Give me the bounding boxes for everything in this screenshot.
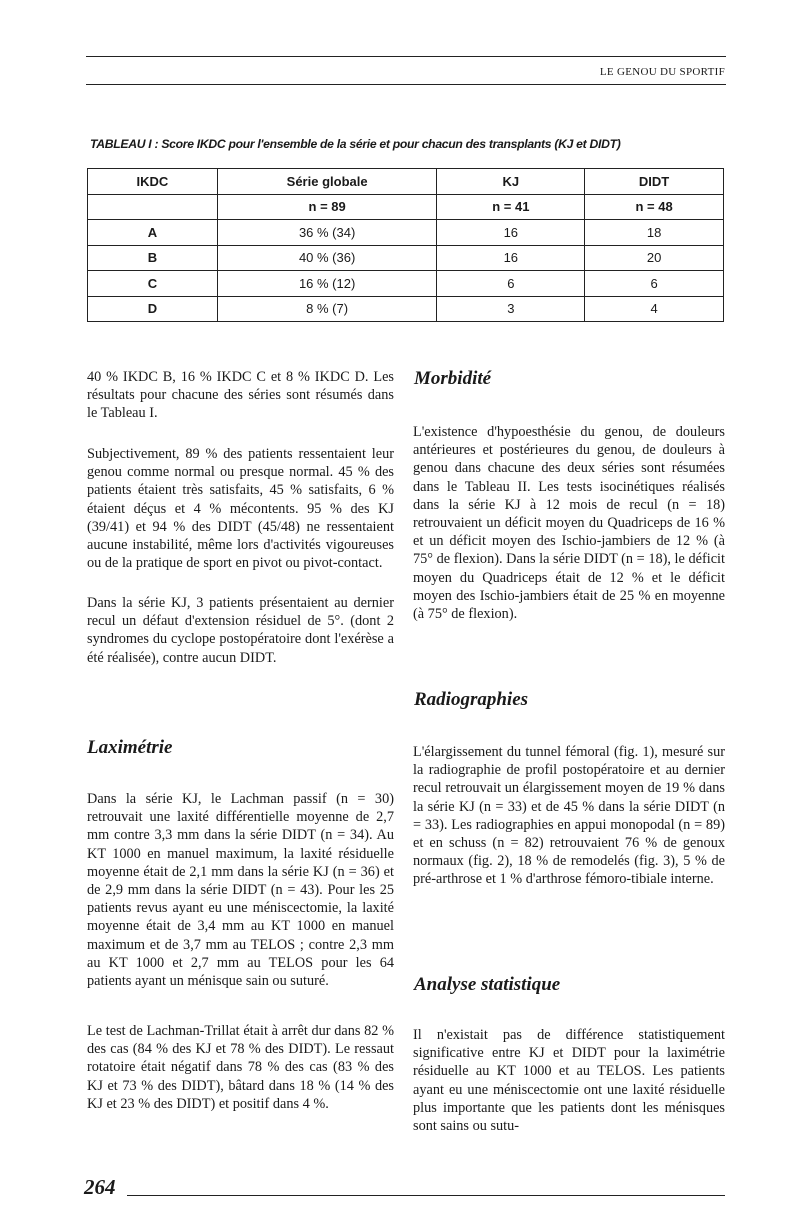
table-cell: C bbox=[88, 271, 218, 297]
table-cell: 4 bbox=[585, 296, 724, 322]
header-rule bbox=[86, 84, 726, 85]
table-cell bbox=[88, 194, 218, 220]
left-paragraph-5: Le test de Lachman-Trillat était à arrêt dur dans 82 % des cas (84 % des KJ et 78 % des DIDT). Le ressaut rotatoire était négatif dans 78 % des cas (83 % des KJ et 73 % des DIDT), bâtard dans 18 % (14 % des KJ et 23 % des DIDT) et positif dans 4 %. bbox=[87, 1023, 394, 1112]
left-paragraph-4: Dans la série KJ, le Lachman passif (n = 30) retrouvait une laxité différentielle moyenne de 2,7 mm contre 3,3 mm dans la série DIDT (n = 34). Au KT 1000 en manuel maximum, la laxité résiduelle moyenne était de 2,1 mm dans la série KJ (n = 36) et de 2,9 mm dans la série DIDT (n = 43). Pour les 25 patients revus ayant eu une méniscectomie, la laxité moyenne était de 3,4 mm au KT 1000 en manuel maximum et de 3,7 mm au TELOS ; contre 2,3 mm au KT 1000 et 2,7 mm au TELOS pour les 64 patients ayant un ménisque sain ou suturé. bbox=[87, 791, 394, 990]
table-cell: B bbox=[88, 245, 218, 271]
table-header-cell: KJ bbox=[437, 169, 585, 195]
right-paragraph-3: Il n'existait pas de différence statistiquement significative entre KJ et DIDT pour la laximétrie résiduelle au KT 1000 et au TELOS. Les patients ayant eu une méniscectomie ont une laxité résiduelle plus importante que les patients dont les ménisques sont sains ou sutu- bbox=[413, 1027, 725, 1135]
table-cell: 6 bbox=[437, 271, 585, 297]
table-row bbox=[88, 245, 724, 271]
table-row bbox=[88, 296, 724, 322]
table-cell: n = 41 bbox=[437, 194, 585, 220]
section-heading-morbidite: Morbidité bbox=[414, 368, 492, 389]
table-subheader-row bbox=[88, 194, 724, 220]
table-cell: D bbox=[88, 296, 218, 322]
table-cell: 20 bbox=[585, 245, 724, 271]
table-caption: TABLEAU I : Score IKDC pour l'ensemble de la série et pour chacun des transplants (KJ et DIDT) bbox=[90, 137, 621, 151]
section-heading-analyse-statistique: Analyse statistique bbox=[414, 974, 561, 995]
table-row bbox=[88, 220, 724, 246]
table-header-cell: IKDC bbox=[88, 169, 218, 195]
top-rule bbox=[86, 56, 726, 57]
table-cell: n = 89 bbox=[217, 194, 437, 220]
left-paragraph-2: Subjectivement, 89 % des patients ressentaient leur genou comme normal ou presque normal. 45 % des patients étaient très satisfaits, 45 % satisfaits, 6 % étaient déçus et 4 % mécontents. 95 % des KJ (39/41) et 94 % des DIDT (45/48) ne ressentaient aucune instabilité, même lors d'activités vigoureuses ou de la pratique de sport en pivot ou pivot-contact. bbox=[87, 446, 394, 572]
table-cell: 3 bbox=[437, 296, 585, 322]
table-header-row bbox=[88, 169, 724, 195]
table-header-cell: DIDT bbox=[585, 169, 724, 195]
section-heading-laximetrie: Laximétrie bbox=[87, 737, 173, 758]
left-paragraph-1: 40 % IKDC B, 16 % IKDC C et 8 % IKDC D. Les résultats pour chacune des séries sont résumés dans le Tableau I. bbox=[87, 369, 394, 422]
right-paragraph-2: L'élargissement du tunnel fémoral (fig. 1), mesuré sur la radiographie de profil postopératoire et au dernier recul retrouvait un élargissement moyen de 19 % dans la série KJ (n = 33) et de 45 % dans la série DIDT (n = 33). Les radiographies en appui monopodal (n = 89) et en schuss (n = 82) retrouvaient 76 % de genoux normaux (fig. 2), 18 % de remodelés (fig. 3), 5 % de pré-arthrose et 1 % d'arthrose fémoro-tibiale interne. bbox=[413, 744, 725, 888]
page-number: 264 bbox=[84, 1175, 116, 1199]
running-head: LE GENOU DU SPORTIF bbox=[599, 66, 725, 78]
table-header-cell: Série globale bbox=[217, 169, 437, 195]
table-cell: 40 % (36) bbox=[217, 245, 437, 271]
ikdc-table bbox=[87, 168, 724, 322]
table-cell: 6 bbox=[585, 271, 724, 297]
left-paragraph-3: Dans la série KJ, 3 patients présentaient au dernier recul un défaut d'extension résiduel de 5°. (dont 2 syndromes du cyclope postopératoire dont l'exérèse a été réalisée), contre aucun DIDT. bbox=[87, 595, 394, 666]
table-cell: 8 % (7) bbox=[217, 296, 437, 322]
table-cell: n = 48 bbox=[585, 194, 724, 220]
table-cell: 36 % (34) bbox=[217, 220, 437, 246]
table-cell: A bbox=[88, 220, 218, 246]
right-paragraph-1: L'existence d'hypoesthésie du genou, de douleurs antérieures et postérieures du genou, de douleurs à genou dans chacune des deux séries sont résumées dans le Tableau II. Les tests isocinétiques réalisés dans la série KJ à 12 mois de recul (n = 18) retrouvaient un déficit moyen du Quadriceps de 16 % et un déficit moyen des Ischio-jambiers de 12 % (à 75° de flexion). Dans la série DIDT (n = 18), le déficit moyen du Quadriceps était de 12 % et le déficit moyen des Ischio-jambiers était de 25 % en moyenne (à 75° de flexion). bbox=[413, 424, 725, 623]
table-cell: 18 bbox=[585, 220, 724, 246]
footer-rule bbox=[127, 1195, 725, 1196]
section-heading-radiographies: Radiographies bbox=[414, 689, 529, 710]
table-cell: 16 bbox=[437, 245, 585, 271]
table-row bbox=[88, 271, 724, 297]
table-cell: 16 bbox=[437, 220, 585, 246]
table-cell: 16 % (12) bbox=[217, 271, 437, 297]
